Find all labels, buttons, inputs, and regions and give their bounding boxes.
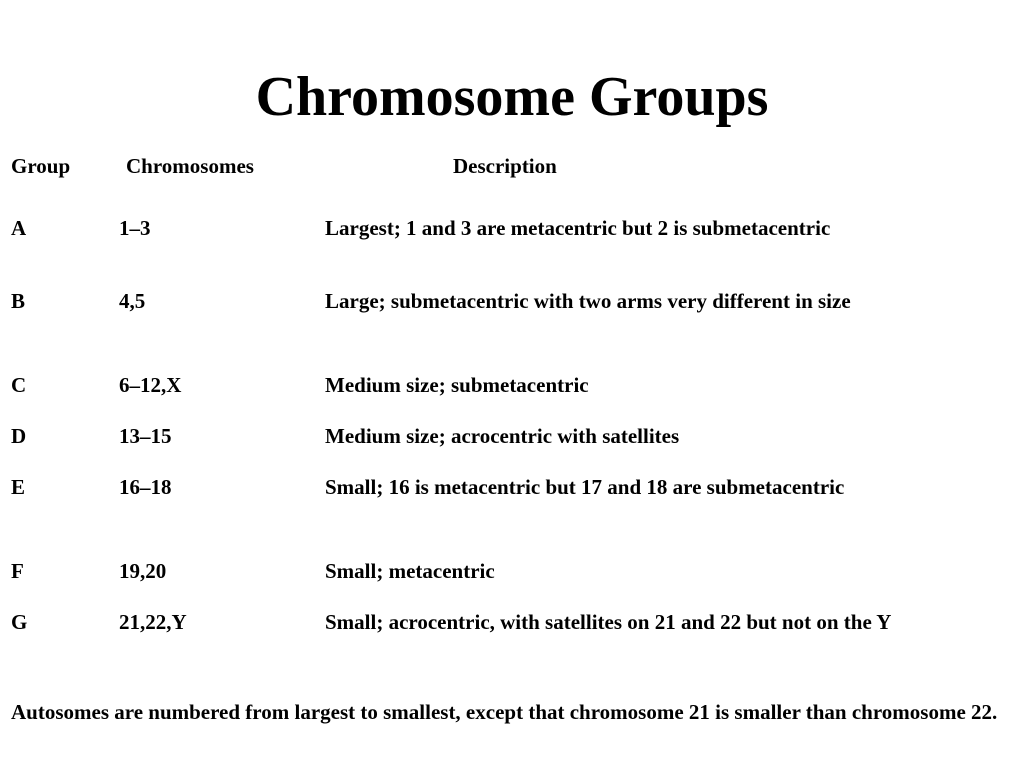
- row-g-chromosomes: 21,22,Y: [119, 610, 187, 634]
- header-group: Group: [11, 154, 71, 178]
- row-e-group: E: [11, 475, 26, 499]
- row-d-group: D: [11, 424, 27, 448]
- row-e-description: Small; 16 is metacentric but 17 and 18 are submetacentric: [325, 475, 845, 499]
- row-c-chromosomes: 6–12,X: [119, 373, 182, 397]
- row-f-chromosomes: 19,20: [119, 559, 167, 583]
- row-a-group: A: [11, 216, 27, 240]
- row-f-group: F: [11, 559, 24, 583]
- row-b-chromosomes: 4,5: [119, 289, 146, 313]
- row-a-chromosomes: 1–3: [119, 216, 151, 240]
- header-chromosomes: Chromosomes: [126, 154, 254, 178]
- slide-title: Chromosome Groups: [255, 66, 769, 128]
- row-b-group: B: [11, 289, 26, 313]
- row-f-description: Small; metacentric: [325, 559, 495, 583]
- row-c-group: C: [11, 373, 27, 397]
- row-b-description: Large; submetacentric with two arms very different in size: [325, 289, 851, 313]
- row-g-group: G: [11, 610, 28, 634]
- row-d-chromosomes: 13–15: [119, 424, 172, 448]
- row-d-description: Medium size; acrocentric with satellites: [325, 424, 680, 448]
- row-e-chromosomes: 16–18: [119, 475, 172, 499]
- row-g-description: Small; acrocentric, with satellites on 21 and 22 but not on the Y: [325, 610, 892, 634]
- header-description: Description: [453, 154, 557, 178]
- footnote: Autosomes are numbered from largest to smallest, except that chromosome 21 is smaller than chromosome 22.: [11, 700, 998, 724]
- row-c-description: Medium size; submetacentric: [325, 373, 589, 397]
- row-a-description: Largest; 1 and 3 are metacentric but 2 is submetacentric: [325, 216, 831, 240]
